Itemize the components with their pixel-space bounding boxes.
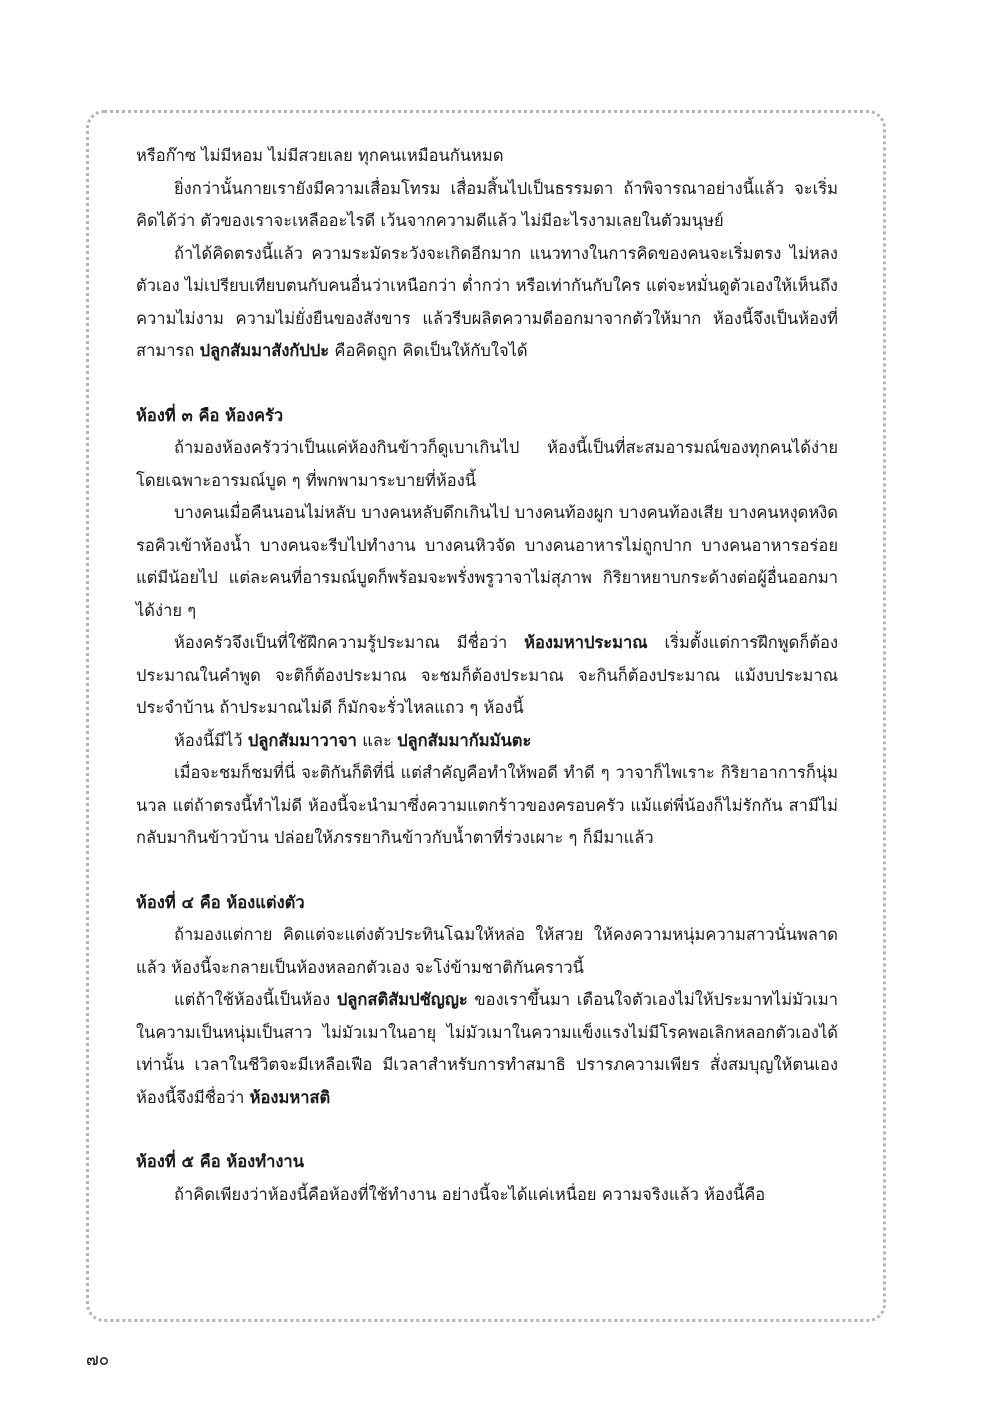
- paragraph: [136, 725, 838, 758]
- paragraph-text: ของเราขึ้นมา เตือนใจตัวเองไม่ให้ประมาทไม่มัวเมาในความเป็นหนุ่มเป็นสาว ไม่มัวเมาในอายุ ไม่มัวเมาในความแข็งแรงไม่มีโรคพอเลิกหลอกตัวเองได้เท่านั้น เวลาในชีวิตจะมีเหลือเฟือ มีเวลาสำหรับการทำสมาธิ ปรารภความเพียร สั่งสมบุญให้ตนเอง ห้องนี้จึงมีชื่อว่า: [136, 990, 838, 1107]
- paragraph-text: ห้องครัวจึงเป็นที่ใช้ฝึกความรู้ประมาณ มีชื่อว่า: [174, 633, 525, 652]
- paragraph: เมื่อจะชมก็ชมที่นี่ จะติกันก็ติที่นี่ แต่สำคัญคือทำให้พอดี ทำดี ๆ วาจาก็ไพเราะ กิริยาอาการก็นุ่มนวล แต่ถ้าตรงนี้ทำไม่ดี ห้องนี้จะนำมาซึ่งความแตกร้าวของครอบครัว แม้แต่พี่น้องก็ไม่รักกัน สามีไม่กลับมากินข้าวบ้าน ปล่อยให้ภรรยากินข้าวกับน้ำตาที่ร่วงเผาะ ๆ ก็มีมาแล้ว: [136, 763, 838, 847]
- paragraph: ถ้ามองห้องครัวว่าเป็นแค่ห้องกินข้าวก็ดูเบาเกินไป ห้องนี้เป็นที่สะสมอารมณ์ของทุกคนได้ง่าย โดยเฉพาะอารมณ์บูด ๆ ที่พกพามาระบายที่ห้องนี้: [136, 438, 838, 490]
- section-heading-room-4: ห้องที่ ๔ คือ ห้องแต่งตัว: [136, 892, 305, 912]
- paragraph: ถ้าคิดเพียงว่าห้องนี้คือห้องที่ใช้ทำงาน อย่างนี้จะได้แค่เหนื่อย ความจริงแล้ว ห้องนี้คือ: [174, 1184, 766, 1204]
- emphasis-term: ปลูกสติสัมปชัญญะ: [336, 990, 468, 1009]
- section-heading-room-5: ห้องที่ ๕ คือ ห้องทำงาน: [136, 1152, 304, 1171]
- emphasis-term: ปลูกสัมมากัมมันตะ: [397, 730, 532, 750]
- page-body: [136, 140, 838, 1211]
- paragraph-text: ห้องนี้มีไว้: [174, 730, 248, 750]
- emphasis-term: ห้องมหาประมาณ: [524, 633, 648, 652]
- emphasis-term: ห้องมหาสติ: [249, 1087, 331, 1107]
- paragraph: ถ้ามองแต่กาย คิดแต่จะแต่งตัวประทินโฉมให้หล่อ ให้สวย ให้คงความหนุ่มความสาวนั่นพลาดแล้ว ห้องนี้จะกลายเป็นห้องหลอกตัวเอง จะโง่ข้ามชาติกันคราวนี้: [136, 925, 838, 977]
- paragraph-text: แต่ถ้าใช้ห้องนี้เป็นห้อง: [174, 990, 337, 1009]
- paragraph: [136, 238, 838, 368]
- paragraph: บางคนเมื่อคืนนอนไม่หลับ บางคนหลับดึกเกินไป บางคนท้องผูก บางคนท้องเสีย บางคนหงุดหงิด รอคิวเข้าห้องน้ำ บางคนจะรีบไปทำงาน บางคนหิวจัด บางคนอาหารไม่ถูกปาก บางคนอาหารอร่อยแต่มีน้อยไป แต่ละคนที่อารมณ์บูดก็พร้อมจะพรั่งพรูวาจาไม่สุภาพ กิริยาหยาบกระด้างต่อผู้อื่นออกมาได้ง่าย ๆ: [136, 503, 838, 620]
- paragraph-continuation: หรือก๊าซ ไม่มีหอม ไม่มีสวยเลย ทุกคนเหมือนกันหมด: [136, 146, 504, 165]
- emphasis-term: ปลูกสัมมาสังกัปปะ: [199, 341, 330, 360]
- paragraph-text: ถ้าได้คิดตรงนี้แล้ว ความระมัดระวังจะเกิดอีกมาก แนวทางในการคิดของคนจะเริ่มตรง ไม่หลงตัวเอง ไม่เปรียบเทียบตนกับคนอื่นว่าเหนือกว่า ต่ำกว่า หรือเท่ากันกับใคร แต่จะหมั่นดูตัวเองให้เห็นถึงความไม่งาม ความไม่ยั่งยืนของสังขาร แล้วรีบผลิตความดีออกมาจากตัวให้มาก ห้องนี้จึงเป็นห้องที่สามารถ: [136, 243, 838, 360]
- section-heading-room-3: ห้องที่ ๓ คือ ห้องครัว: [136, 405, 284, 425]
- paragraph-text: และ: [356, 730, 398, 750]
- paragraph-text: คือคิดถูก คิดเป็นให้กับใจได้: [329, 341, 528, 360]
- emphasis-term: ปลูกสัมมาวาจา: [247, 730, 357, 750]
- paragraph: ยิ่งกว่านั้นกายเรายังมีความเสื่อมโทรม เสื่อมสิ้นไปเป็นธรรมดา ถ้าพิจารณาอย่างนี้แล้ว จะเริ่มคิดได้ว่า ตัวของเราจะเหลืออะไรดี เว้นจากความดีแล้ว ไม่มีอะไรงามเลยในตัวมนุษย์: [136, 178, 838, 230]
- page-number: ๗๐: [86, 1350, 110, 1370]
- paragraph: [136, 984, 838, 1114]
- paragraph-text: เริ่มตั้งแต่การฝึกพูดก็ต้องประมาณในคำพูด จะติก็ต้องประมาณ จะชมก็ต้องประมาณ จะกินก็ต้องประมาณ แม้งบประมาณประจำบ้าน ถ้าประมาณไม่ดี ก็มักจะรั่วไหลแถว ๆ ห้องนี้: [136, 633, 838, 717]
- paragraph: [136, 627, 838, 725]
